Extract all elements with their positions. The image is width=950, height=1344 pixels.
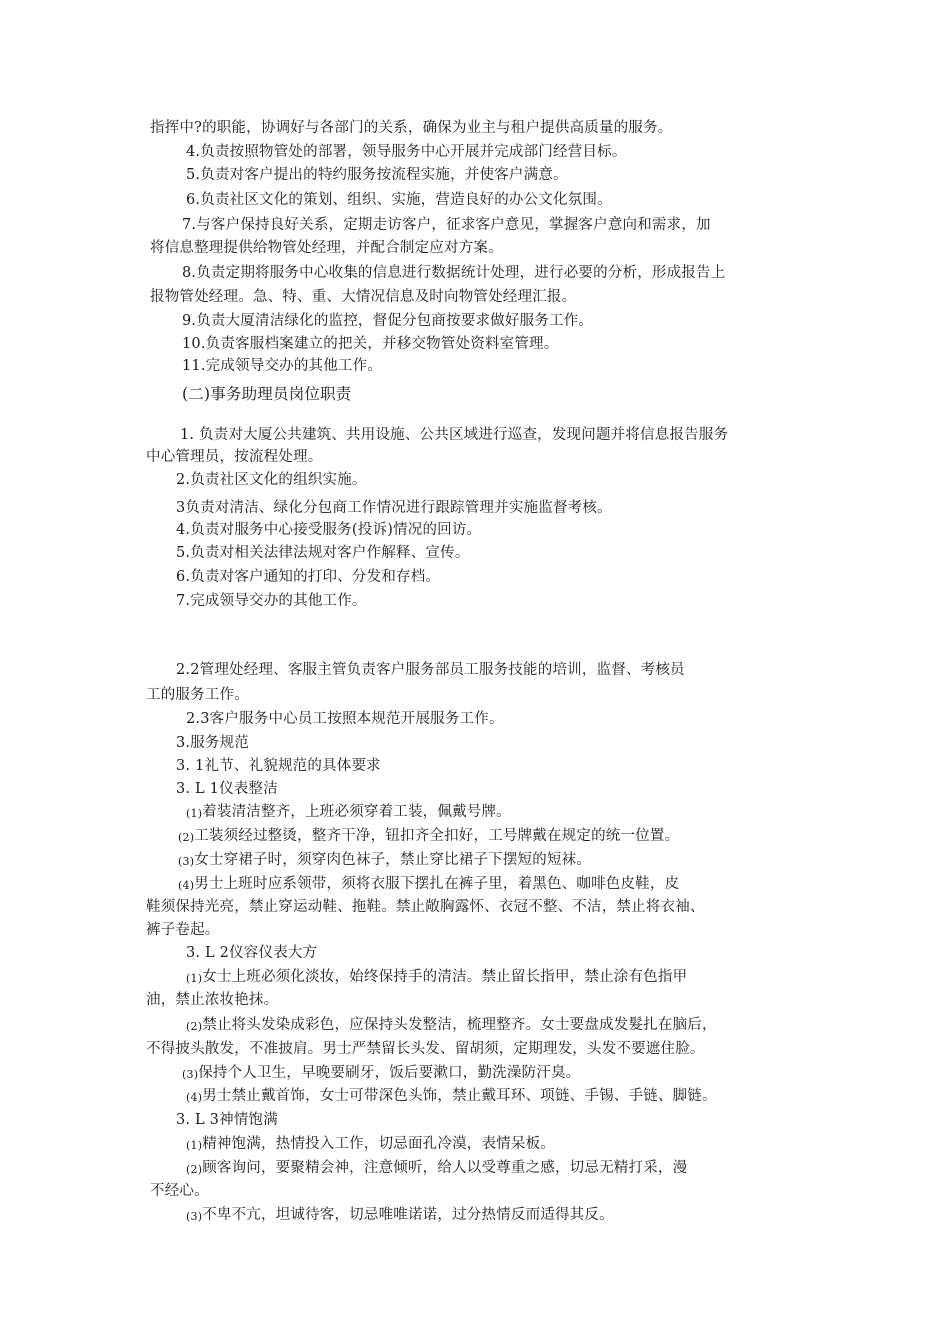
subsection-heading: 3. L 3神情饱满 (176, 1112, 278, 1128)
list-item: 4.负责对服务中心接受服务(投诉)情况的回访。 (176, 522, 482, 538)
item-number: (3) (178, 855, 195, 868)
paragraph-line: 裤子卷起。 (146, 922, 220, 938)
subsection-heading: 3. L 1仪表整洁 (176, 781, 278, 797)
item-number: (1) (186, 972, 203, 985)
list-item (178, 826, 679, 848)
list-item: 7.完成领导交办的其他工作。 (176, 593, 367, 609)
list-item: 9.负责大厦清洁绿化的监控，督促分包商按要求做好服务工作。 (182, 313, 594, 329)
list-item: 1. 负责对大厦公共建筑、共用设施、公共区域进行巡查，发现问题并将信息报告服务 (180, 427, 729, 443)
list-item (182, 1063, 580, 1085)
list-item: 5.负责对相关法律法规对客户作解释、宣传。 (176, 545, 470, 561)
item-text: 男士禁止戴首饰，女士可带深色头饰，禁止戴耳环、项链、手锡、手链、脚链。 (202, 1088, 717, 1104)
list-item: 2.负责社区文化的组织实施。 (176, 472, 367, 488)
item-text: 顾客询问，要聚精会神，注意倾听，给人以受尊重之感，切忌无精打采，漫 (202, 1160, 688, 1176)
item-number: (2) (186, 1163, 203, 1176)
list-item: 6.负责对客户通知的打印、分发和存档。 (176, 569, 441, 585)
item-number: (1) (186, 807, 203, 820)
list-item (186, 967, 687, 989)
list-item: 6.负责社区文化的策划、组织、实施，营造良好的办公文化氛围。 (186, 192, 612, 208)
paragraph-line: 鞋须保持光亮，禁止穿运动鞋、拖鞋。禁止敞胸露怀、衣冠不整、不洁，禁止将衣袖、 (146, 899, 705, 915)
item-number: (3) (182, 1068, 199, 1081)
section-heading: (二)事务助理员岗位职责 (182, 385, 352, 403)
list-item: 7.与客户保持良好关系，定期走访客户，征求客户意见，掌握客户意向和需求，加 (182, 217, 711, 233)
item-number: (3) (186, 1210, 203, 1223)
list-item (186, 1086, 717, 1108)
paragraph-line: 油，禁止浓妆艳抹。 (146, 992, 279, 1008)
list-item: 5.负责对客户提出的特约服务按流程实施，并使客户满意。 (186, 167, 568, 183)
subsection-heading: 3. L 2仪容仪表大方 (186, 945, 318, 961)
item-text: 禁止将头发染成彩色，应保持头发整洁，梳理整齐。女士要盘成发髮扎在脑后， (202, 1017, 717, 1033)
list-item (186, 1205, 614, 1227)
list-item: 10.负责客服档案建立的把关，并移交物管处资料室管理。 (182, 336, 559, 352)
item-number: (4) (178, 879, 195, 892)
paragraph-line: 将信息整理提供给物管处经理，并配合制定应对方案。 (150, 240, 503, 256)
item-text: 工装须经过整烫，整齐干净，钮扣齐全扣好，工号牌戴在规定的统一位置。 (194, 828, 680, 844)
list-item: 3负责对清洁、绿化分包商工作情况进行跟踪管理并实施监督考核。 (176, 500, 612, 516)
item-text: 精神饱满，热情投入工作，切忌面孔冷漠，表情呆板。 (202, 1136, 555, 1152)
paragraph-line: 报物管处经理。急、特、重、大情况信息及时向物管处经理汇报。 (150, 289, 577, 305)
section-heading: 3.服务规范 (176, 735, 250, 751)
list-item: 8.负责定期将服务中心收集的信息进行数据统计处理，进行必要的分析，形成报告上 (182, 265, 726, 281)
list-item (178, 850, 591, 872)
list-item (186, 1015, 717, 1037)
list-item: 11.完成领导交办的其他工作。 (182, 358, 383, 374)
paragraph-line: 不经心。 (150, 1183, 209, 1199)
list-item: 4.负责按照物管处的部署，领导服务中心开展并完成部门经营目标。 (186, 144, 627, 160)
item-number: (1) (186, 1139, 203, 1152)
paragraph-line: 不得披头散发，不准披肩。男士严禁留长头发、留胡须，定期理发，头发不要遮住脸。 (146, 1041, 705, 1057)
list-item (186, 802, 511, 824)
item-number: (4) (186, 1091, 203, 1104)
item-number: (2) (186, 1020, 203, 1033)
paragraph-line: 中心管理员，按流程处理。 (146, 449, 323, 465)
paragraph-line: 指挥中?的职能，协调好与各部门的关系，确保为业主与租户提供高质量的服务。 (150, 120, 673, 136)
item-text: 不卑不亢，坦诚待客，切忌唯唯诺诺，过分热情反而适得其反。 (202, 1207, 614, 1223)
list-item (178, 874, 679, 896)
item-text: 女士上班必须化淡妆，始终保持手的清洁。禁止留长指甲，禁止涂有色指甲 (202, 969, 688, 985)
item-text: 着装清洁整齐，上班必须穿着工装，佩戴号牌。 (202, 804, 511, 820)
item-number: (2) (178, 831, 195, 844)
list-item: 2.2管理处经理、客服主管负责客户服务部员工服务技能的培训，监督、考核员 (176, 662, 685, 678)
list-item (186, 1158, 687, 1180)
item-text: 女士穿裙子时，须穿肉色袜子，禁止穿比裙子下摆短的短袜。 (194, 852, 592, 868)
subsection-heading: 3. 1礼节、礼貌规范的具体要求 (176, 758, 381, 774)
list-item: 2.3客户服务中心员工按照本规范开展服务工作。 (186, 711, 504, 727)
list-item (186, 1134, 555, 1156)
item-text: 保持个人卫生，早晚要刷牙，饭后要漱口，勤洗澡防汗臭。 (198, 1065, 581, 1081)
item-text: 男士上班时应系领带，须将衣服下摆扎在裤子里，着黑色、咖啡色皮鞋，皮 (194, 876, 680, 892)
paragraph-line: 工的服务工作。 (146, 687, 249, 703)
